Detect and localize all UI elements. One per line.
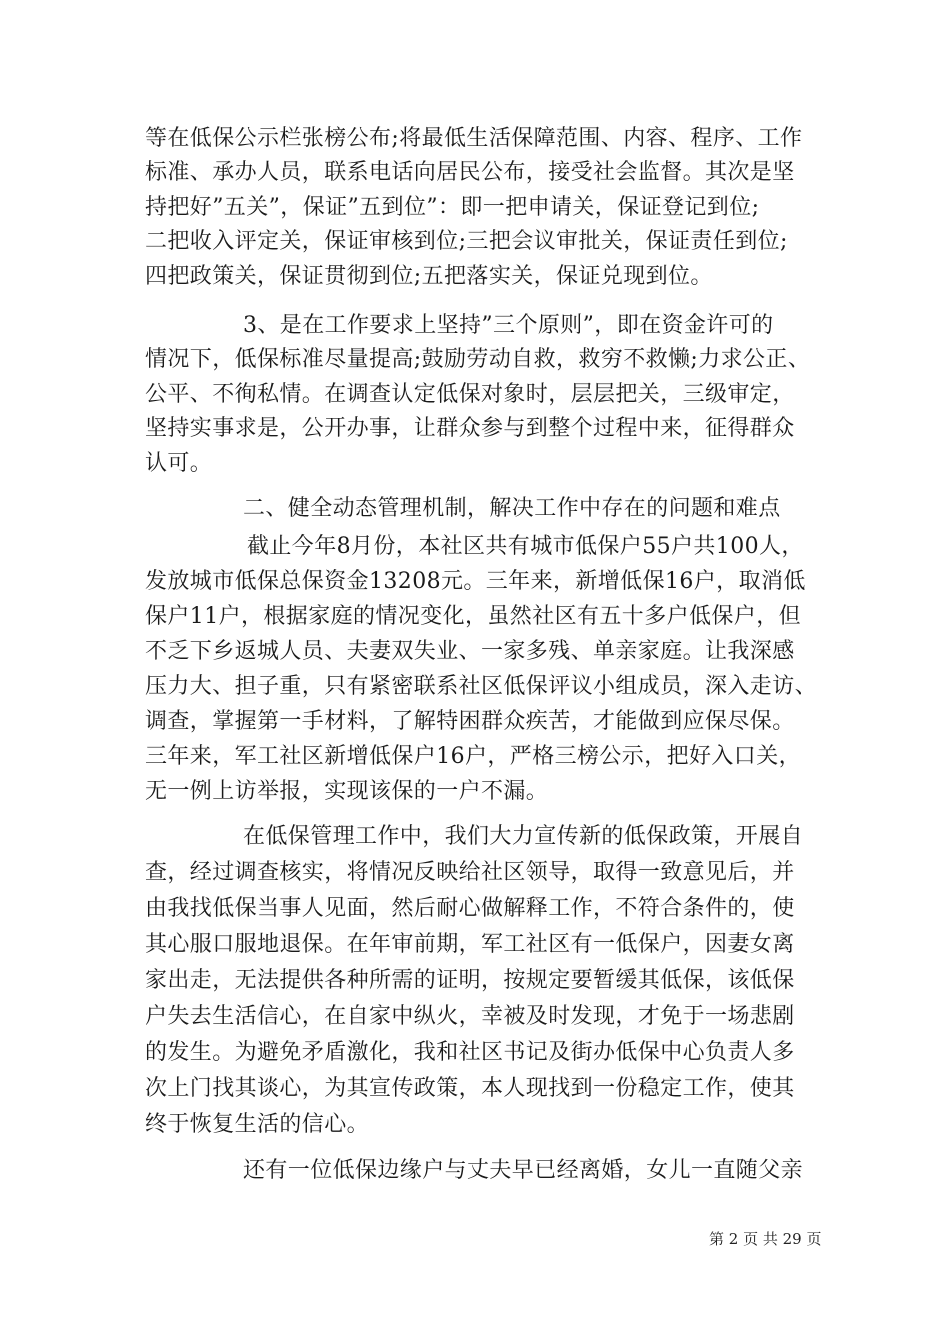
text-line: 二把收入评定关，保证审核到位;三把会议审批关，保证责任到位; bbox=[145, 229, 788, 254]
text-line: 三年来，军工社区新增低保户16户，严格三榜公示，把好入口关， bbox=[145, 744, 801, 769]
text-line: 无一例上访举报，实现该保的一户不漏。 bbox=[145, 779, 549, 804]
text-line: 认可。 bbox=[145, 451, 213, 476]
text-line: 保户11户，根据家庭的情况变化，虽然社区有五十多户低保户，但 bbox=[145, 604, 801, 629]
section-heading: 二、健全动态管理机制，解决工作中存在的问题和难点 bbox=[243, 496, 781, 521]
text-line: 家出走，无法提供各种所需的证明，按规定要暂缓其低保，该低保 bbox=[145, 968, 795, 993]
text-line: 标准、承办人员，联系电话向居民公布，接受社会监督。其次是坚 bbox=[145, 160, 795, 185]
text-line: 截止今年8月份，本社区共有城市低保户55户共100人， bbox=[247, 534, 804, 559]
text-line: 情况下，低保标准尽量提高;鼓励劳动自救，救穷不救懒;力求公正、 bbox=[145, 347, 811, 372]
text-line: 还有一位低保边缘户与丈夫早已经离婚，女儿一直随父亲 bbox=[243, 1158, 804, 1183]
text-line: 查，经过调查核实，将情况反映给社区领导，取得一致意见后，并 bbox=[145, 860, 795, 885]
text-line: 终于恢复生活的信心。 bbox=[145, 1112, 370, 1137]
text-line: 次上门找其谈心，为其宣传政策，本人现找到一份稳定工作，使其 bbox=[145, 1076, 795, 1101]
text-line: 其心服口服地退保。在年审前期，军工社区有一低保户，因妻女离 bbox=[145, 932, 795, 957]
text-line: 发放城市低保总保资金13208元。三年来，新增低保16户，取消低 bbox=[145, 569, 806, 594]
text-line: 户失去生活信心，在自家中纵火，幸被及时发现，才免于一场悲剧 bbox=[145, 1004, 795, 1029]
page-number: 第 2 页 共 29 页 bbox=[709, 1230, 822, 1248]
text-line: 由我找低保当事人见面，然后耐心做解释工作，不符合条件的，使 bbox=[145, 896, 795, 921]
text-line: 等在低保公示栏张榜公布;将最低生活保障范围、内容、程序、工作 bbox=[145, 126, 803, 151]
text-line: 坚持实事求是，公开办事，让群众参与到整个过程中来，征得群众 bbox=[145, 416, 795, 441]
text-line: 公平、不徇私情。在调查认定低保对象时，层层把关，三级审定， bbox=[145, 382, 795, 407]
text-line: 的发生。为避免矛盾激化，我和社区书记及街办低保中心负责人多 bbox=[145, 1040, 795, 1065]
text-line: 调查，掌握第一手材料，了解特困群众疾苦，才能做到应保尽保。 bbox=[145, 709, 795, 734]
text-line: 3、是在工作要求上坚持”三个原则”，即在资金许可的 bbox=[243, 313, 774, 338]
text-line: 压力大、担子重，只有紧密联系社区低保评议小组成员，深入走访、 bbox=[145, 674, 818, 699]
text-line: 四把政策关，保证贯彻到位;五把落实关，保证兑现到位。 bbox=[145, 264, 713, 289]
text-line: 在低保管理工作中，我们大力宣传新的低保政策，开展自 bbox=[243, 824, 804, 849]
text-line: 不乏下乡返城人员、夫妻双失业、一家多残、单亲家庭。让我深感 bbox=[145, 639, 795, 664]
text-line: 持把好”五关”，保证”五到位”：即一把申请关，保证登记到位; bbox=[145, 195, 760, 220]
